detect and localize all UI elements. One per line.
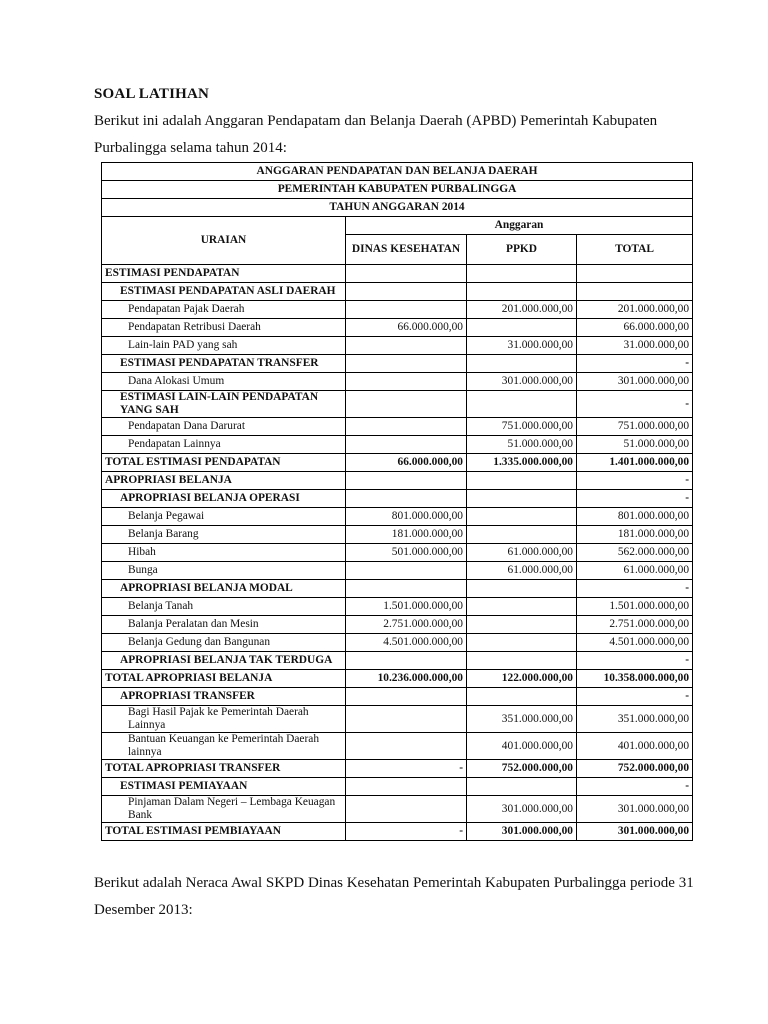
table-row [102,670,693,688]
cell-total: 752.000.000,00 [577,760,693,778]
cell-dinas-kesehatan: - [346,823,467,841]
row-label: ESTIMASI PENDAPATAN ASLI DAERAH [102,283,346,301]
cell-dinas-kesehatan [346,283,467,301]
cell-dinas-kesehatan: 66.000.000,00 [346,454,467,472]
cell-total: 181.000.000,00 [577,526,693,544]
outro-paragraph: Berikut adalah Neraca Awal SKPD Dinas Kesehatan Pemerintah Kabupaten Purbalingga periode 31 Desember 2013: [94,875,694,918]
cell-ppkd [467,652,577,670]
cell-total: - [577,688,693,706]
table-row [102,580,693,598]
cell-total: 66.000.000,00 [577,319,693,337]
cell-ppkd [467,634,577,652]
row-label: Belanja Tanah [102,598,346,616]
table-row [102,490,693,508]
row-label: APROPRIASI TRANSFER [102,688,346,706]
row-label: Bagi Hasil Pajak ke Pemerintah Daerah Lainnya [102,706,346,733]
table-row [102,454,693,472]
cell-total: - [577,778,693,796]
cell-dinas-kesehatan: 501.000.000,00 [346,544,467,562]
table-row [102,373,693,391]
cell-dinas-kesehatan: 1.501.000.000,00 [346,598,467,616]
cell-dinas-kesehatan [346,688,467,706]
cell-total: 301.000.000,00 [577,823,693,841]
table-row [102,598,693,616]
cell-total [577,265,693,283]
cell-dinas-kesehatan [346,337,467,355]
row-label: Pendapatan Retribusi Daerah [102,319,346,337]
cell-total: 401.000.000,00 [577,733,693,760]
cell-dinas-kesehatan [346,562,467,580]
cell-ppkd: 31.000.000,00 [467,337,577,355]
cell-ppkd: 301.000.000,00 [467,373,577,391]
cell-total: 301.000.000,00 [577,796,693,823]
cell-ppkd [467,490,577,508]
cell-dinas-kesehatan: 801.000.000,00 [346,508,467,526]
cell-total: 801.000.000,00 [577,508,693,526]
table-row [102,337,693,355]
cell-dinas-kesehatan: 4.501.000.000,00 [346,634,467,652]
cell-ppkd: 201.000.000,00 [467,301,577,319]
cell-dinas-kesehatan [346,490,467,508]
row-label: TOTAL ESTIMASI PENDAPATAN [102,454,346,472]
table-row [102,544,693,562]
table-row [102,652,693,670]
table-row [102,436,693,454]
cell-ppkd [467,616,577,634]
cell-ppkd: 1.335.000.000,00 [467,454,577,472]
row-label: APROPRIASI BELANJA TAK TERDUGA [102,652,346,670]
cell-dinas-kesehatan [346,418,467,436]
cell-total: - [577,490,693,508]
cell-total: - [577,652,693,670]
header-anggaran: Anggaran [346,217,693,235]
header-uraian: URAIAN [102,217,346,265]
cell-total: - [577,355,693,373]
row-label: APROPRIASI BELANJA MODAL [102,580,346,598]
cell-total: 301.000.000,00 [577,373,693,391]
table-row [102,634,693,652]
cell-ppkd [467,355,577,373]
cell-dinas-kesehatan [346,373,467,391]
cell-total: 351.000.000,00 [577,706,693,733]
cell-ppkd: 751.000.000,00 [467,418,577,436]
cell-dinas-kesehatan [346,778,467,796]
cell-dinas-kesehatan [346,652,467,670]
row-label: Bunga [102,562,346,580]
cell-ppkd: 351.000.000,00 [467,706,577,733]
row-label: Pinjaman Dalam Negeri – Lembaga Keuagan Bank [102,796,346,823]
table-row [102,418,693,436]
table-row [102,283,693,301]
apbd-table [101,162,693,841]
cell-ppkd [467,265,577,283]
cell-total: 4.501.000.000,00 [577,634,693,652]
cell-ppkd [467,580,577,598]
table-row [102,391,693,418]
row-label: Balanja Peralatan dan Mesin [102,616,346,634]
cell-ppkd [467,778,577,796]
row-label: Bantuan Keuangan ke Pemerintah Daerah lainnya [102,733,346,760]
page-title: SOAL LATIHAN [94,86,210,102]
cell-ppkd: 61.000.000,00 [467,562,577,580]
row-label: TOTAL APROPRIASI TRANSFER [102,760,346,778]
cell-total [577,283,693,301]
table-row [102,823,693,841]
cell-total: 61.000.000,00 [577,562,693,580]
cell-dinas-kesehatan: 10.236.000.000,00 [346,670,467,688]
cell-dinas-kesehatan [346,301,467,319]
cell-total: - [577,391,693,418]
cell-ppkd [467,472,577,490]
header-total: TOTAL [577,235,693,265]
cell-dinas-kesehatan [346,706,467,733]
cell-ppkd: 752.000.000,00 [467,760,577,778]
cell-ppkd: 401.000.000,00 [467,733,577,760]
table-row [102,526,693,544]
cell-dinas-kesehatan [346,265,467,283]
header-ppkd: PPKD [467,235,577,265]
cell-ppkd [467,688,577,706]
row-label: Belanja Pegawai [102,508,346,526]
table-row [102,562,693,580]
row-label: ESTIMASI PENDAPATAN TRANSFER [102,355,346,373]
cell-total: 2.751.000.000,00 [577,616,693,634]
cell-dinas-kesehatan [346,436,467,454]
row-label: TOTAL ESTIMASI PEMBIAYAAN [102,823,346,841]
cell-ppkd: 51.000.000,00 [467,436,577,454]
table-row [102,778,693,796]
row-label: ESTIMASI PEMIAYAAN [102,778,346,796]
table-row [102,796,693,823]
cell-ppkd [467,319,577,337]
row-label: Belanja Gedung dan Bangunan [102,634,346,652]
table-row [102,688,693,706]
table-row [102,265,693,283]
row-label: Pendapatan Pajak Daerah [102,301,346,319]
cell-dinas-kesehatan [346,796,467,823]
cell-dinas-kesehatan [346,580,467,598]
table-row [102,319,693,337]
row-label: APROPRIASI BELANJA [102,472,346,490]
cell-total: 1.401.000.000,00 [577,454,693,472]
row-label: ESTIMASI PENDAPATAN [102,265,346,283]
cell-dinas-kesehatan: 66.000.000,00 [346,319,467,337]
cell-ppkd: 122.000.000,00 [467,670,577,688]
row-label: Lain-lain PAD yang sah [102,337,346,355]
table-title: ANGGARAN PENDAPATAN DAN BELANJA DAERAH [102,163,693,181]
cell-ppkd [467,283,577,301]
table-row [102,616,693,634]
table-row [102,760,693,778]
cell-dinas-kesehatan: 181.000.000,00 [346,526,467,544]
row-label: Belanja Barang [102,526,346,544]
table-subtitle: PEMERINTAH KABUPATEN PURBALINGGA [102,181,693,199]
cell-ppkd: 301.000.000,00 [467,823,577,841]
intro-paragraph: Berikut ini adalah Anggaran Pendapatam dan Belanja Daerah (APBD) Pemerintah Kabupaten Purbalingga selama tahun 2014: [94,113,658,156]
cell-total: - [577,580,693,598]
cell-dinas-kesehatan: - [346,760,467,778]
cell-ppkd: 301.000.000,00 [467,796,577,823]
cell-ppkd [467,526,577,544]
header-dinas-kesehatan: DINAS KESEHATAN [346,235,467,265]
cell-dinas-kesehatan [346,391,467,418]
row-label: APROPRIASI BELANJA OPERASI [102,490,346,508]
cell-total: 10.358.000.000,00 [577,670,693,688]
row-label: Hibah [102,544,346,562]
cell-ppkd [467,508,577,526]
cell-ppkd [467,598,577,616]
table-row [102,706,693,733]
table-row [102,472,693,490]
cell-dinas-kesehatan [346,733,467,760]
cell-total: - [577,472,693,490]
cell-total: 201.000.000,00 [577,301,693,319]
table-row [102,733,693,760]
table-row [102,355,693,373]
cell-total: 31.000.000,00 [577,337,693,355]
cell-ppkd [467,391,577,418]
row-label: Pendapatan Dana Darurat [102,418,346,436]
row-label: ESTIMASI LAIN-LAIN PENDAPATAN YANG SAH [102,391,346,418]
cell-dinas-kesehatan: 2.751.000.000,00 [346,616,467,634]
table-year: TAHUN ANGGARAN 2014 [102,199,693,217]
cell-total: 51.000.000,00 [577,436,693,454]
cell-dinas-kesehatan [346,355,467,373]
table-row [102,508,693,526]
row-label: Dana Alokasi Umum [102,373,346,391]
cell-total: 562.000.000,00 [577,544,693,562]
cell-total: 751.000.000,00 [577,418,693,436]
cell-dinas-kesehatan [346,472,467,490]
row-label: TOTAL APROPRIASI BELANJA [102,670,346,688]
cell-total: 1.501.000.000,00 [577,598,693,616]
table-row [102,301,693,319]
row-label: Pendapatan Lainnya [102,436,346,454]
cell-ppkd: 61.000.000,00 [467,544,577,562]
